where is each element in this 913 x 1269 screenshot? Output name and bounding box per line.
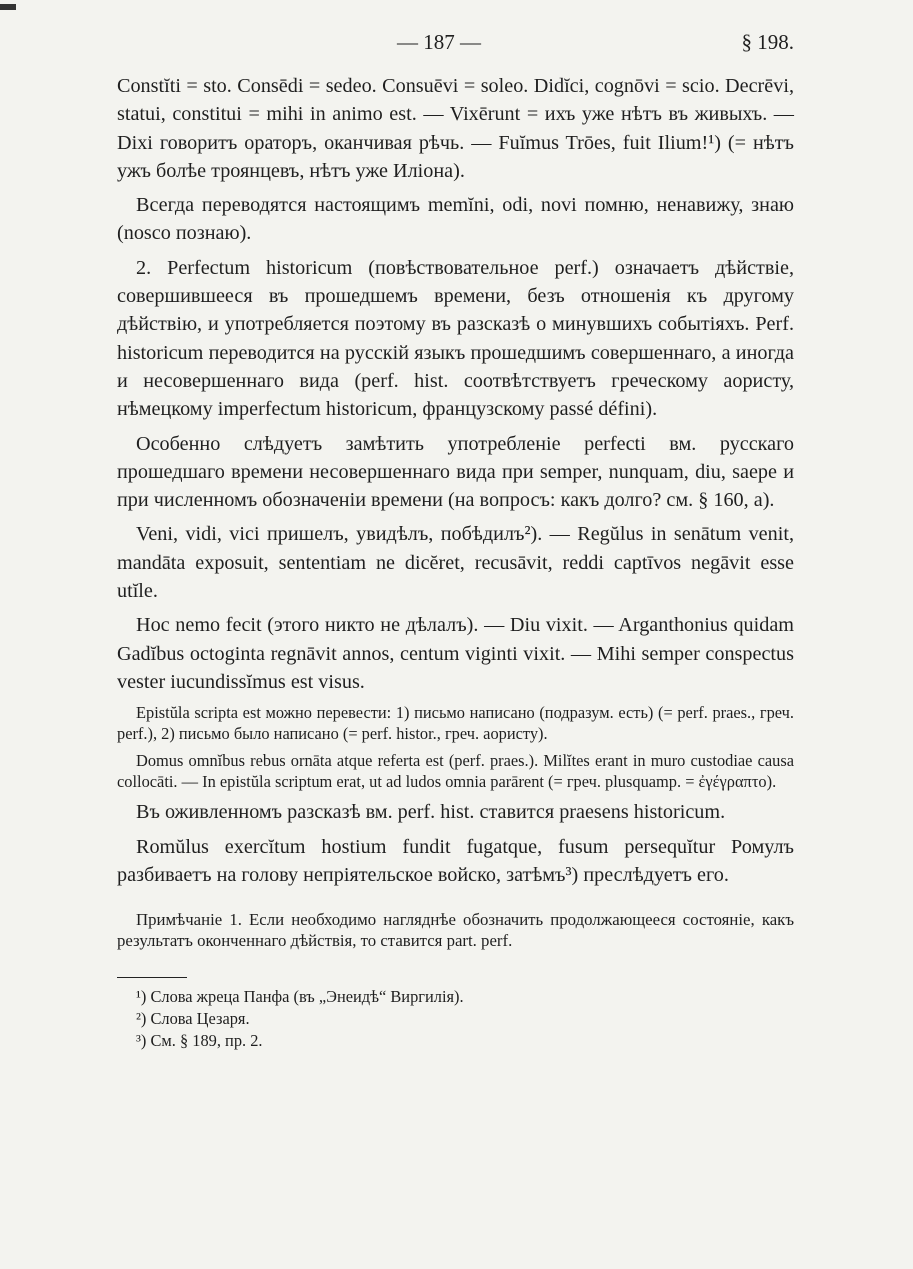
page-number: — 187 — (397, 30, 481, 54)
paragraph: Въ оживленномъ разсказѣ вм. perf. hist. ставится praesens historicum. (136, 801, 726, 824)
paragraph: Romŭlus exercĭtum hostium fundit fugatque, fusum persequĭtur Ромулъ разбиваетъ на голову непріятельское войско, затѣмъ³) преслѣдуетъ его. (117, 835, 794, 886)
footnote: ¹) Слова жреца Панфа (въ „Энеидѣ“ Виргилія). (136, 987, 464, 1007)
small-print-note: Epistŭla scripta est можно перевести: 1) письмо написано (подразум. есть) (= perf. praes., греч. perf.), 2) письмо было написано (= perf. histor., греч. аористу). (117, 703, 794, 744)
paragraph: Hoc nemo fecit (этого никто не дѣлалъ). — Diu vixit. — Arganthonius quidam Gadĭbus octoginta regnāvit annos, centum viginti vixit. — Mihi semper conspectus vester iucundissĭmus est visus. (117, 614, 794, 693)
footnote: ²) Слова Цезаря. (136, 1009, 250, 1029)
footnote: ³) См. § 189, пр. 2. (136, 1031, 263, 1051)
footnote-rule (117, 977, 187, 978)
paragraph: Всегда переводятся настоящимъ memĭni, odi, novi помню, ненавижу, знаю (nosco познаю). (117, 194, 794, 245)
main-text (117, 72, 794, 951)
small-print-note: Domus omnĭbus rebus ornāta atque referta est (perf. praes.). Milĭtes erant in muro custodiae causa collocāti. — In epistŭla scriptum erat, ut ad ludos omnia parārent (= греч. plusquamp. = ἐγέγραπτο). (117, 751, 794, 792)
page-edge-mark (0, 4, 16, 10)
running-header (117, 30, 794, 62)
paragraph: Особенно слѣдуетъ замѣтить употребленіе perfecti вм. русскаго прошедшаго времени несовершеннаго вида при semper, nunquam, diu, saepe и при численномъ обозначеніи времени (на вопросъ: какъ долго? см. § 160, а). (117, 432, 794, 512)
book-page (117, 30, 794, 1052)
footnotes (117, 986, 794, 1052)
section-number: § 198. (741, 30, 794, 54)
paragraph: Constĭti = sto. Consēdi = sedeo. Consuēvi = soleo. Didĭci, cognōvi = scio. Decrēvi, statui, constitui = mihi in animo est. — Vixērunt = ихъ уже нѣтъ въ живыхъ. — Dixi говоритъ ораторъ, оканчивая рѣчь. — Fuĭmus Trōes, fuit Ilium!¹) (= нѣтъ ужъ болѣе троянцевъ, нѣтъ уже Иліона). (117, 75, 794, 182)
paragraph: 2. Perfectum historicum (повѣствовательное perf.) означаетъ дѣйствіе, совершившееся въ прошедшемъ времени, безъ отношенія къ другому дѣйствію, и употребляется поэтому въ разсказѣ о минувшихъ событіяхъ. Perf. historicum переводится на русскій языкъ прошедшимъ совершеннаго, а иногда и несовершеннаго вида (perf. hist. соотвѣтствуетъ греческому аористу, нѣмецкому imperfectum historicum, французскому passé défini). (117, 256, 794, 421)
remark-note: Примѣчаніе 1. Если необходимо нагляднѣе обозначить продолжающееся состояніе, какъ результатъ оконченнаго дѣйствія, то ставится part. perf. (117, 910, 794, 951)
paragraph: Veni, vidi, vici пришелъ, увидѣлъ, побѣдилъ²). — Regŭlus in senātum venit, mandāta exposuit, sententiam ne dicĕret, recusāvit, reddi captīvos negāvit esse utĭle. (117, 523, 794, 603)
